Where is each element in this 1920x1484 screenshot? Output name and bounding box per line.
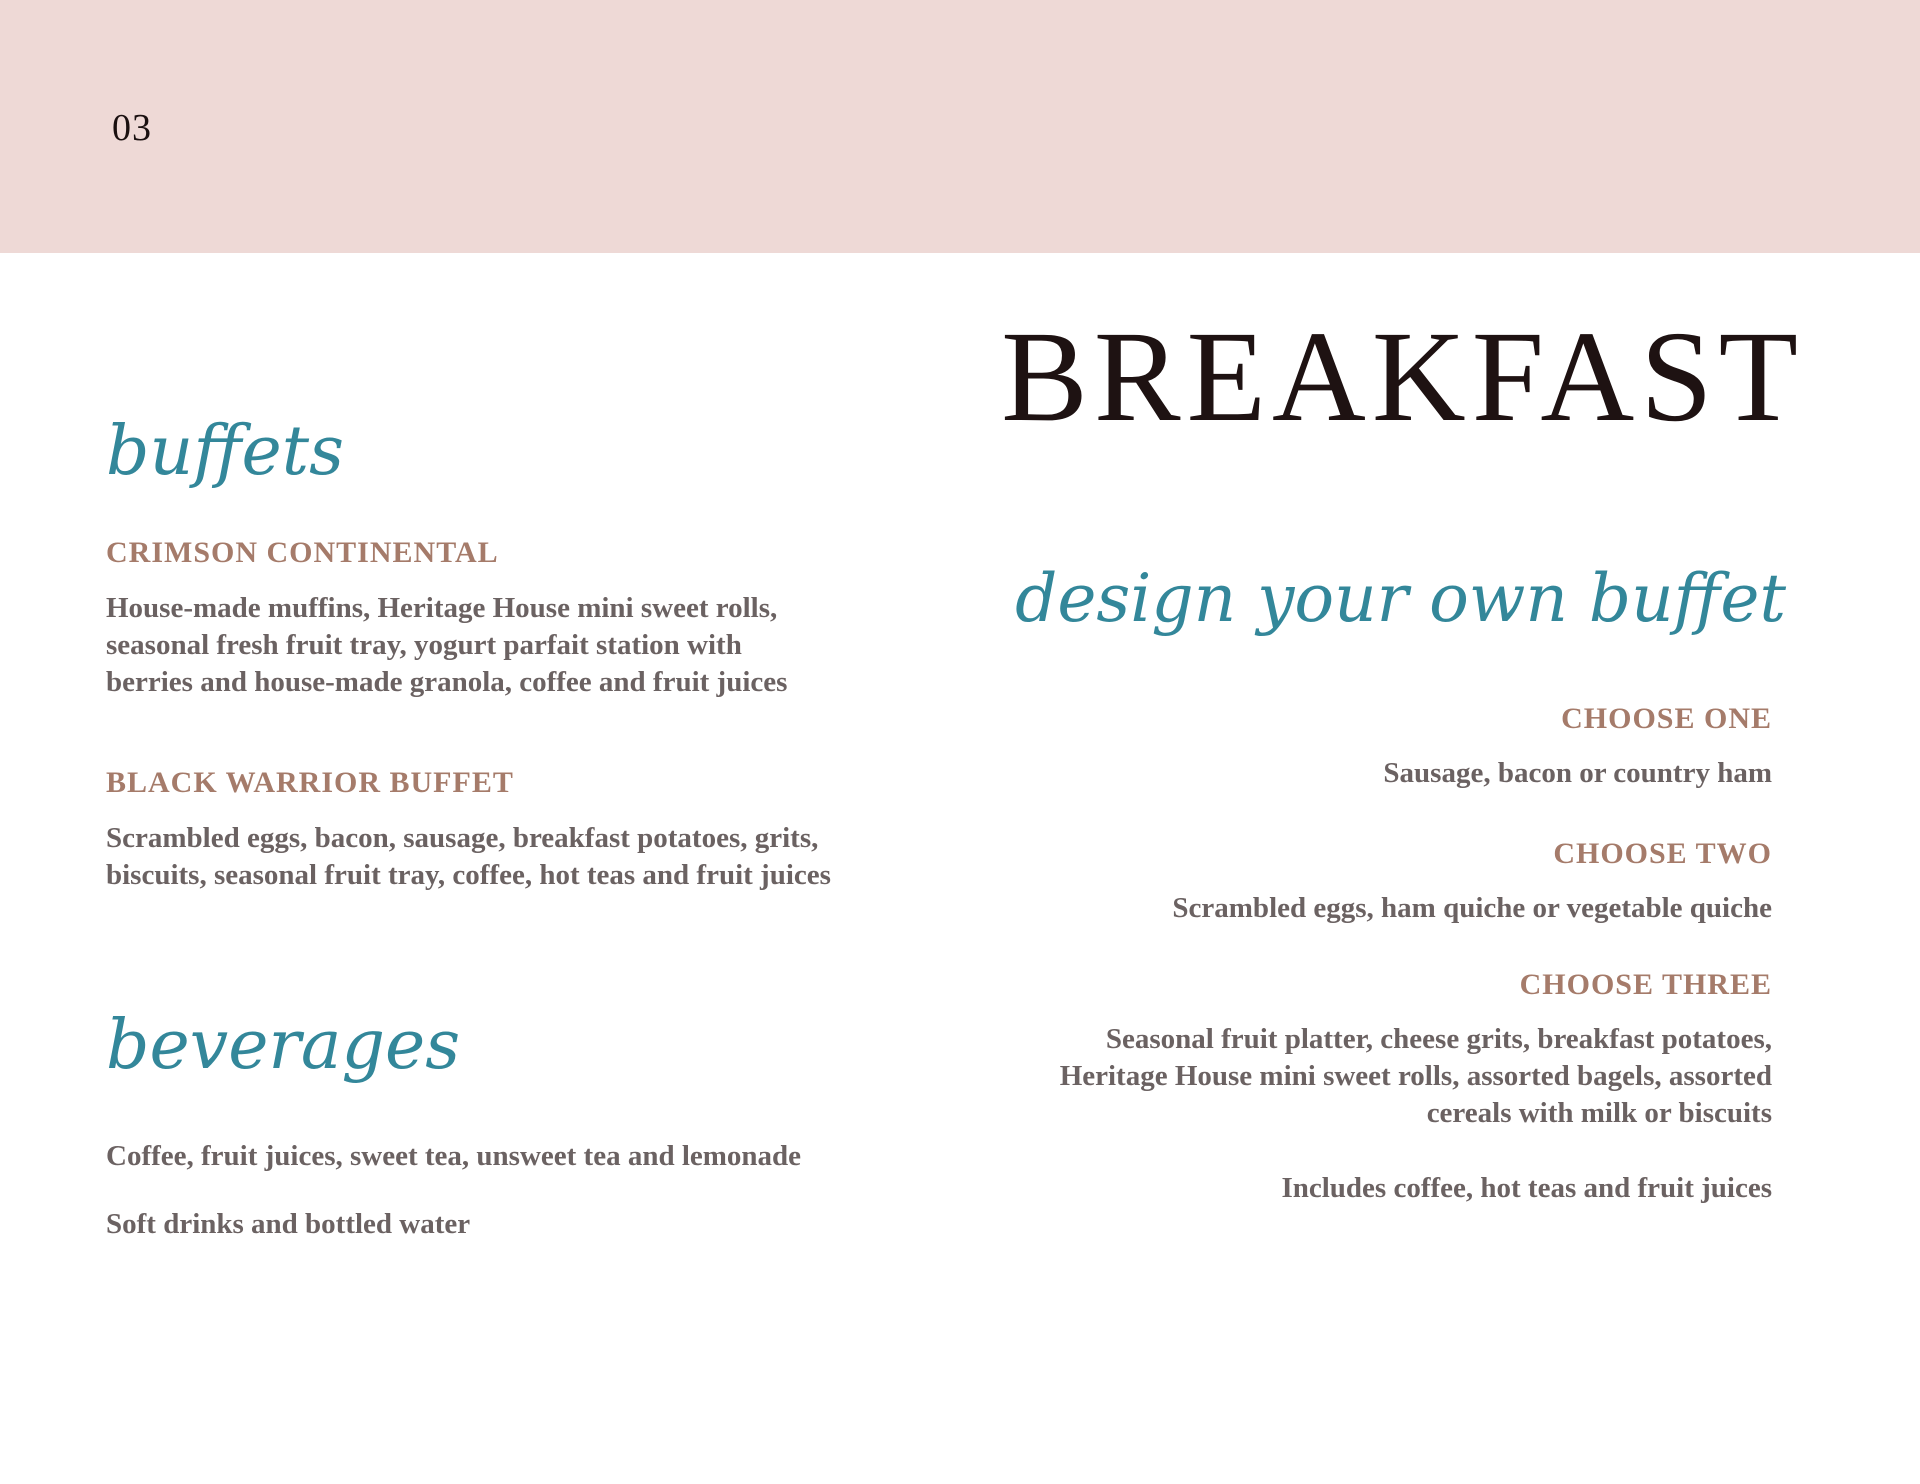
page-number: 03 <box>112 107 152 149</box>
design-your-own-heading: design your own buffet <box>1015 560 1786 637</box>
buffet-item-description: Scrambled eggs, bacon, sausage, breakfast potatoes, grits, biscuits, seasonal fruit tray, coffee, hot teas and fruit juices <box>106 822 831 891</box>
page-title: BREAKFAST <box>1001 305 1804 449</box>
choose-three-options: Seasonal fruit platter, cheese grits, breakfast potatoes, Heritage House mini sweet rolls, assorted bagels, assorted cereals with milk or biscuits <box>1059 1023 1772 1129</box>
choose-two-options: Scrambled eggs, ham quiche or vegetable quiche <box>1172 892 1772 924</box>
buffet-item-title: BLACK WARRIOR BUFFET <box>106 766 514 799</box>
buffet-item-description: House-made muffins, Heritage House mini sweet rolls, seasonal fresh fruit tray, yogurt parfait station with berries and house-made granola, coffee and fruit juices <box>106 592 788 698</box>
beverages-line: Soft drinks and bottled water <box>106 1208 471 1240</box>
choose-three-label: CHOOSE THREE <box>1519 968 1772 1001</box>
beverages-line: Coffee, fruit juices, sweet tea, unsweet tea and lemonade <box>106 1140 802 1172</box>
choose-one-options: Sausage, bacon or country ham <box>1383 757 1772 789</box>
buffets-heading: buffets <box>106 412 344 491</box>
choose-two-label: CHOOSE TWO <box>1553 837 1772 870</box>
buffet-item-title: CRIMSON CONTINENTAL <box>106 536 499 569</box>
header-band <box>0 0 1920 253</box>
beverages-heading: beverages <box>106 1006 461 1085</box>
includes-note: Includes coffee, hot teas and fruit juices <box>1281 1172 1772 1204</box>
choose-one-label: CHOOSE ONE <box>1561 702 1772 735</box>
